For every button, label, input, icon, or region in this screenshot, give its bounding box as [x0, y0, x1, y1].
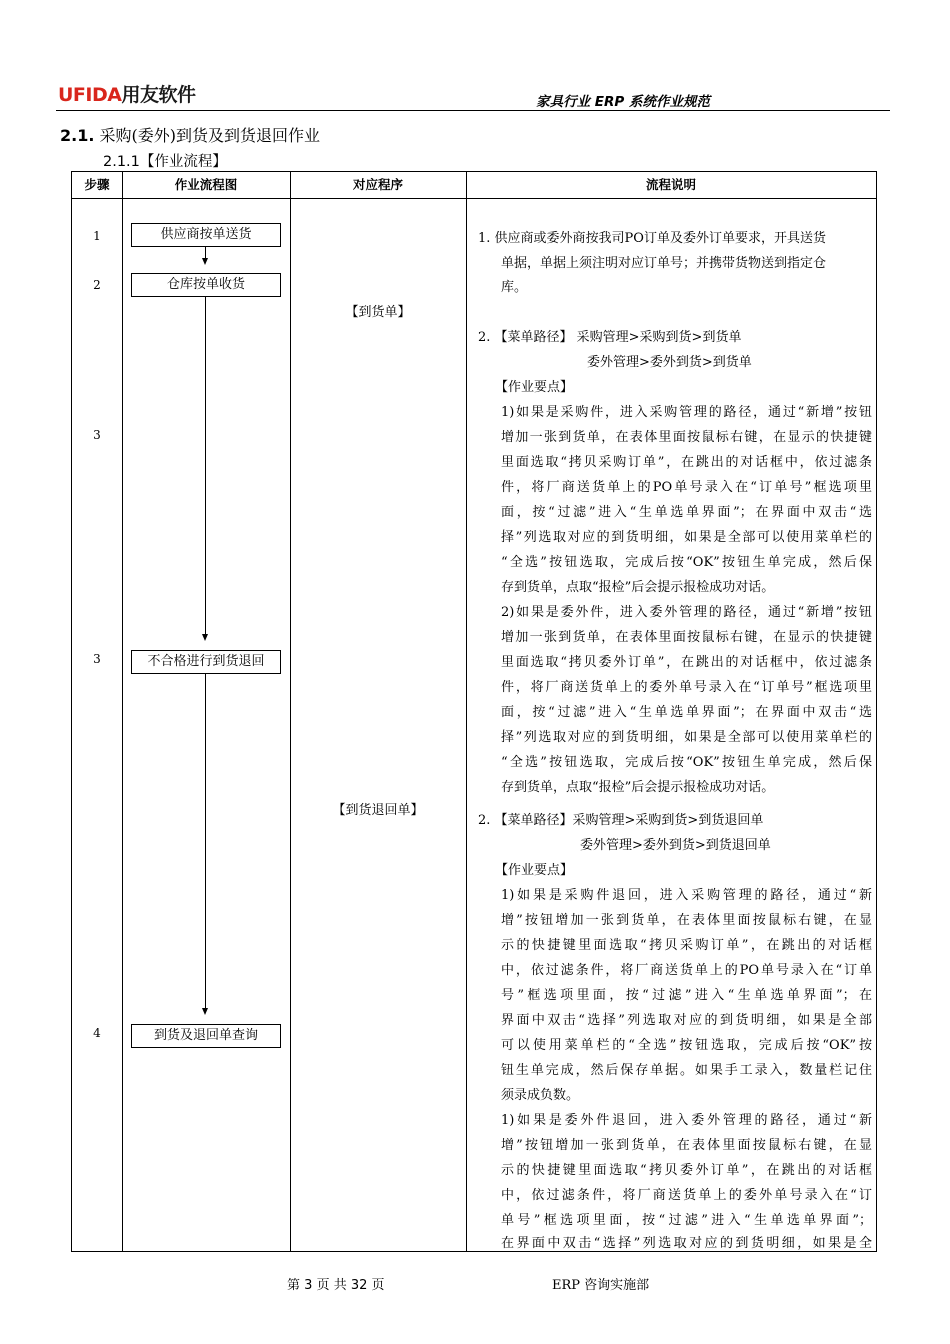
description-line: 2. 【菜单路径】 采购管理>采购到货>到货单	[478, 330, 742, 345]
description-line: 里面选取“拷贝采购订单”，在跳出的对话框中，依过滤条	[501, 455, 872, 470]
description-line: 示的快捷键里面选取“拷贝采购订单”，在跳出的对话框	[501, 938, 872, 953]
description-line: 中，依过滤条件，将厂商送货单上的PO单号录入在“订单	[501, 963, 872, 978]
description-line: 存到货单，点取“报检”后会提示报检成功对话。	[501, 780, 775, 795]
description-line: 里面选取“拷贝委外订单”，在跳出的对话框中，依过滤条	[501, 655, 872, 670]
description-line: “全选”按钮选取，完成后按“OK”按钮生单完成，然后保	[501, 555, 872, 570]
description-line: 增”按钮增加一张到货单，在表体里面按鼠标右键，在显	[501, 1138, 872, 1153]
description-line: “全选”按钮选取，完成后按“OK”按钮生单完成，然后保	[501, 755, 872, 770]
description-line: 择”列选取对应的到货明细，如果是全部可以使用菜单栏的	[501, 530, 872, 545]
description-line: 单号”框选项里面，按“过滤”进入“生单选单界面”；	[501, 1213, 872, 1228]
column-divider	[122, 172, 123, 1251]
description-line: 在界面中双击“选择”列选取对应的到货明细，如果是全	[501, 1236, 872, 1251]
header-divider	[56, 110, 890, 111]
step-number: 3	[93, 428, 101, 442]
program-arrival-note: 【到货单】	[345, 305, 411, 320]
description-line: 示的快捷键里面选取“拷贝委外订单”，在跳出的对话框	[501, 1163, 872, 1178]
description-line: 件，将厂商送货单上的委外单号录入在“订单号”框选项里	[501, 680, 872, 695]
arrow-down-icon	[202, 258, 208, 265]
footer-department: ERP 咨询实施部	[552, 1278, 650, 1293]
workflow-table	[71, 171, 877, 1252]
description-line: 【作业要点】	[495, 380, 574, 395]
step-number: 4	[93, 1026, 101, 1040]
header-description: 流程说明	[645, 177, 696, 192]
description-line: 1. 供应商或委外商按我司PO订单及委外订单要求，开具送货	[478, 231, 826, 246]
description-line: 单据，单据上须注明对应订单号；并携带货物送到指定仓	[501, 256, 827, 271]
description-line: 件，将厂商送货单上的PO单号录入在“订单号”框选项里	[501, 480, 872, 495]
column-divider	[290, 172, 291, 1251]
description-line: 面，按“过滤”进入“生单选单界面”；在界面中双击“选	[501, 705, 872, 720]
flow-connector	[205, 674, 206, 1008]
description-line: 须录成负数。	[501, 1088, 580, 1103]
description-line: 委外管理>委外到货>到货单	[587, 355, 752, 370]
description-line: 增加一张到货单，在表体里面按鼠标右键，在显示的快捷键	[501, 430, 872, 445]
header-program: 对应程序	[352, 177, 403, 192]
description-line: 【作业要点】	[495, 863, 574, 878]
flow-connector	[205, 247, 206, 258]
description-line: 可以使用菜单栏的“全选”按钮选取，完成后按“OK”按	[501, 1038, 872, 1053]
description-line: 1)如果是委外件退回，进入委外管理的路径，通过“新	[501, 1113, 872, 1128]
description-line: 中，依过滤条件，将厂商送货单上的委外单号录入在“订	[501, 1188, 872, 1203]
description-line: 面，按“过滤”进入“生单选单界面”；在界面中双击“选	[501, 505, 872, 520]
description-line: 增加一张到货单，在表体里面按鼠标右键，在显示的快捷键	[501, 630, 872, 645]
header-step: 步骤	[84, 177, 110, 192]
program-arrival-return-note: 【到货退回单】	[332, 803, 424, 818]
description-line: 存到货单，点取“报检”后会提示报检成功对话。	[501, 580, 775, 595]
section-title: 2.1. 采购(委外)到货及到货退回作业	[60, 126, 321, 145]
step-number: 1	[93, 229, 101, 243]
ufida-logo: UFIDA用友软件	[58, 84, 196, 106]
header-flowchart: 作业流程图	[174, 177, 238, 192]
step-number: 3	[93, 652, 101, 666]
arrow-down-icon	[202, 1008, 208, 1015]
description-line: 增”按钮增加一张到货单，在表体里面按鼠标右键，在显	[501, 913, 872, 928]
subsection-title: 2.1.1【作业流程】	[103, 154, 227, 170]
flow-connector	[205, 297, 206, 634]
process-description	[470, 172, 872, 1251]
description-line: 2)如果是委外件，进入委外管理的路径，通过“新增”按钮	[501, 605, 872, 620]
description-line: 号”框选项里面，按“过滤”进入“生单选单界面”；在	[501, 988, 872, 1003]
description-line: 择”列选取对应的到货明细，如果是全部可以使用菜单栏的	[501, 730, 872, 745]
document-title: 家具行业 ERP 系统作业规范	[536, 94, 710, 110]
flow-box-query: 到货及退回单查询	[131, 1024, 281, 1048]
description-line: 库。	[501, 280, 528, 295]
flow-box-return-defective: 不合格进行到货退回	[131, 650, 281, 674]
flow-box-warehouse-receipt: 仓库按单收货	[131, 273, 281, 297]
page-number: 第 3 页 共 32 页	[287, 1278, 385, 1293]
column-divider	[466, 172, 467, 1251]
arrow-down-icon	[202, 634, 208, 641]
description-line: 钮生单完成，然后保存单据。如果手工录入，数量栏记住	[501, 1063, 872, 1078]
description-line: 2. 【菜单路径】采购管理>采购到货>到货退回单	[478, 813, 764, 828]
step-number: 2	[93, 278, 101, 292]
flow-box-supplier-delivery: 供应商按单送货	[131, 223, 281, 247]
description-line: 委外管理>委外到货>到货退回单	[580, 838, 771, 853]
description-line: 1)如果是采购件退回，进入采购管理的路径，通过“新	[501, 888, 872, 903]
description-line: 界面中双击“选择”列选取对应的到货明细，如果是全部	[501, 1013, 872, 1028]
description-line: 1)如果是采购件，进入采购管理的路径，通过“新增”按钮	[501, 405, 872, 420]
